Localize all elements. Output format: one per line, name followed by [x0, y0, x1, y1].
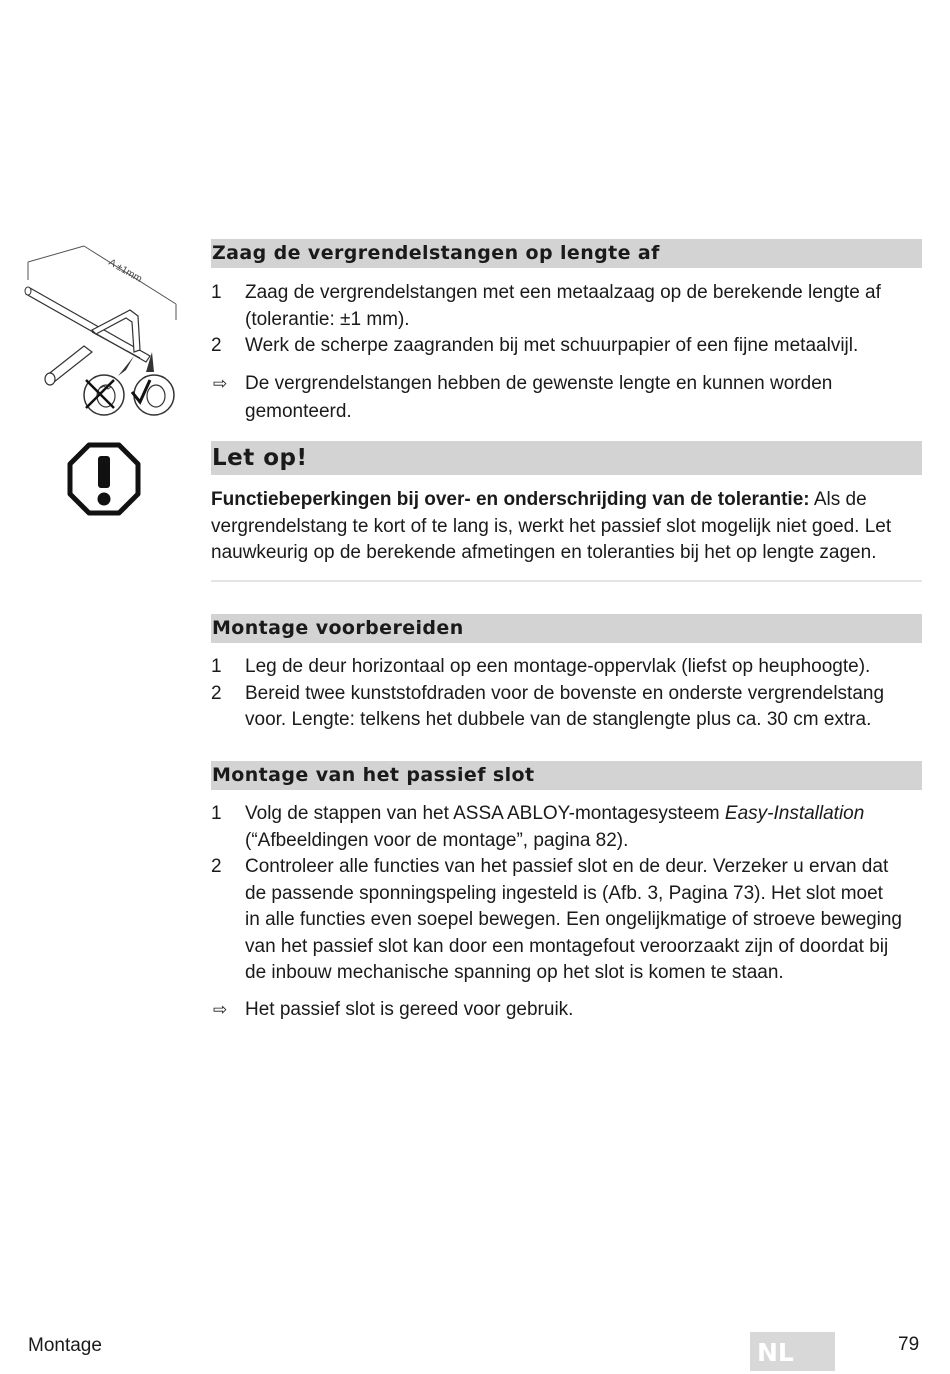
- step-number: 2: [211, 682, 222, 704]
- step-text-line: de inbouw mechanische spanning op het slot is komen te staan.: [245, 962, 784, 983]
- notice-text-line: nauwkeurig op de berekende afmetingen en toleranties bij het op lengte zagen.: [211, 542, 877, 563]
- result-text-line: Het passief slot is gereed voor gebruik.: [245, 998, 574, 1020]
- step-prepare-wires: [211, 681, 922, 734]
- step-text-line: Volg de stappen van het ASSA ABLOY-montagesysteem Easy-Installation: [245, 803, 865, 824]
- step-number: 1: [211, 803, 222, 824]
- step-text-line: in alle functies even soepel bewegen. Een ongelijkmatige of stroeve beweging: [245, 909, 902, 930]
- result-saw-rods: [211, 370, 922, 426]
- step-text-line: (“Afbeeldingen voor de montage”, pagina 82).: [245, 829, 629, 851]
- step-check-functions: [211, 854, 922, 987]
- step-text-line: Werk de scherpe zaagranden bij met schuurpapier of een fijne metaalvijl.: [245, 335, 859, 356]
- page-number: 79: [898, 1334, 920, 1355]
- step-text-line: voor. Lengte: telkens het dubbele van de stanglengte plus ca. 30 cm extra.: [245, 709, 872, 730]
- result-arrow-icon: ⇨: [213, 999, 228, 1019]
- dimension-label: [107, 257, 144, 285]
- step-number: 1: [211, 656, 222, 677]
- notice-bold-text: Functiebeperkingen bij over- en onderschrijding van de tolerantie:: [211, 489, 810, 510]
- step-text-line: Zaag de vergrendelstangen met een metaalzaag op de berekende lengte af: [245, 282, 881, 303]
- section-heading-mount-lock: Montage van het passief slot: [211, 761, 922, 790]
- step-text-line: van het passief slot kan door een montagefout veroorzaakt zijn of doordat bij: [245, 935, 889, 957]
- step-saw-rods: [211, 280, 922, 333]
- step-number: 2: [211, 335, 222, 356]
- notice-text-line: [211, 487, 922, 514]
- footer-section-name: Montage: [28, 1335, 102, 1356]
- step-text-line: de passende sponningspeling ingesteld is (Afb. 3, Pagina 73). Het slot moet: [245, 882, 883, 904]
- step-deburr-edges: [211, 333, 922, 360]
- result-text-line: De vergrendelstangen hebben de gewenste lengte en kunnen worden: [245, 372, 833, 394]
- notice-text: Als de: [809, 489, 867, 510]
- result-text-line: gemonteerd.: [245, 400, 352, 422]
- step-text-line: Bereid twee kunststofdraden voor de bovenste en onderste vergrendelstang: [245, 682, 885, 704]
- step-text-line: Controleer alle functies van het passief slot en de deur. Verzeker u ervan dat: [245, 856, 889, 877]
- step-number: 2: [211, 856, 222, 877]
- italic-term: Easy-Installation: [724, 803, 865, 824]
- notice-divider: [211, 580, 922, 582]
- section-heading-prepare: Montage voorbereiden: [211, 614, 922, 643]
- svg-text:A ±1mm: A ±1mm: [106, 257, 144, 285]
- result-arrow-icon: ⇨: [213, 373, 228, 393]
- step-place-door: [211, 654, 922, 681]
- saw-figure: [22, 240, 182, 420]
- step-text-line: Leg de deur horizontaal op een montage-oppervlak (liefst op heuphoogte).: [245, 656, 871, 677]
- step-number: 1: [211, 282, 222, 303]
- result-lock-ready: [211, 997, 922, 1024]
- section-heading-saw-rods: Zaag de vergrendelstangen op lengte af: [211, 239, 922, 268]
- notice-text-line: vergrendelstang te kort of te lang is, werkt het passief slot mogelijk niet goed. Let: [211, 515, 892, 537]
- step-follow-installation: [211, 801, 922, 854]
- language-badge: NL: [750, 1332, 835, 1371]
- warning-octagon-icon: [67, 442, 141, 516]
- step-text-line: (tolerantie: ±1 mm).: [245, 308, 410, 330]
- notice-heading: Let op!: [211, 441, 922, 475]
